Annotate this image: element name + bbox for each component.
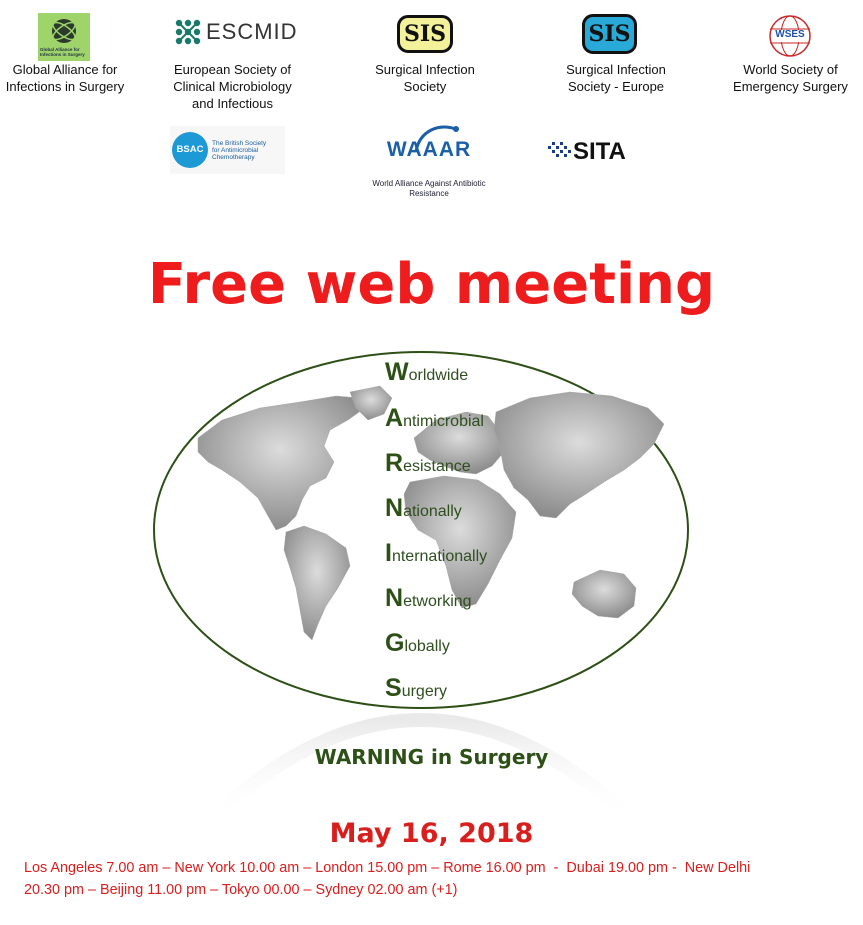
acronym-line [385, 584, 472, 613]
acronym-rest: nternationally [391, 548, 488, 565]
acronym-letter: I [385, 539, 392, 567]
bsac-line: for Antimicrobial [212, 147, 259, 154]
escmid-logo-text: ESCMID [206, 19, 298, 44]
event-date: May 16, 2018 [329, 818, 534, 849]
acronym-letter: N [385, 584, 404, 612]
gais-logo-text: Global Alliance for Infections in Surgery [40, 47, 85, 57]
acronym-rest: ationally [403, 503, 462, 520]
bsac-line: Chemotherapy [212, 154, 255, 161]
acronym-rest: etworking [403, 593, 472, 610]
acronym-line [385, 404, 484, 433]
waaar-mark: WAAAR [386, 138, 472, 161]
org-label-line: Surgical Infection [375, 62, 475, 77]
acronym-rest: esistance [403, 458, 471, 475]
acronym-rest: ntimicrobial [403, 413, 484, 430]
org-label-line: Infections in Surgery [5, 79, 125, 94]
event-times [24, 857, 844, 901]
org-label-line: Clinical Microbiology [173, 79, 292, 94]
acronym-line [385, 449, 471, 478]
acronym-letter: W [385, 358, 409, 386]
acronym-letter: S [385, 674, 402, 702]
meeting-title: Free web meeting [147, 252, 716, 317]
acronym-rest: orldwide [408, 367, 469, 384]
acronym-line [385, 494, 462, 523]
acronym-letter: A [385, 404, 404, 432]
sita-mark: SITA [573, 138, 626, 165]
times-line: 20.30 pm – Beijing 11.00 pm – Tokyo 00.00 – Sydney 02.00 am (+1) [24, 882, 458, 898]
acronym-letter: N [385, 494, 404, 522]
acronym-line [385, 358, 468, 387]
org-label-line: Society - Europe [567, 79, 665, 94]
wses-logo-text: WSES [775, 29, 805, 40]
bsac-line: The British Society [212, 140, 267, 147]
acronym-rest: lobally [404, 638, 450, 655]
org-label-line: European Society of [173, 62, 292, 77]
org-label-line: Surgical Infection [566, 62, 666, 77]
org-label-line: World Society of [743, 62, 838, 77]
org-label-line: Global Alliance for [12, 62, 118, 77]
org-label-line: and Infectious [192, 96, 273, 111]
acronym-line [385, 629, 450, 658]
waaar-line: World Alliance Against Antibiotic [372, 179, 486, 188]
reflection-arc [210, 720, 632, 820]
waaar-line: Resistance [409, 189, 449, 198]
acronym-rest: urgery [401, 683, 448, 700]
acronym-line [385, 674, 447, 703]
sis-logo-text: SIS [403, 21, 447, 47]
acronym-letter: G [385, 629, 405, 657]
acronym-letter: R [385, 449, 404, 477]
times-line: Los Angeles 7.00 am – New York 10.00 am – London 15.00 pm – Rome 16.00 pm - Dubai 19.00 pm - New Delhi [24, 860, 751, 876]
event-subtitle: WARNING in Surgery [314, 745, 549, 769]
sis-europe-logo-text: SIS [588, 21, 631, 47]
org-label-line: Society [403, 79, 447, 94]
acronym-line [385, 539, 487, 568]
bsac-mark: BSAC [176, 144, 204, 155]
org-label-line: Emergency Surgery [733, 79, 848, 94]
